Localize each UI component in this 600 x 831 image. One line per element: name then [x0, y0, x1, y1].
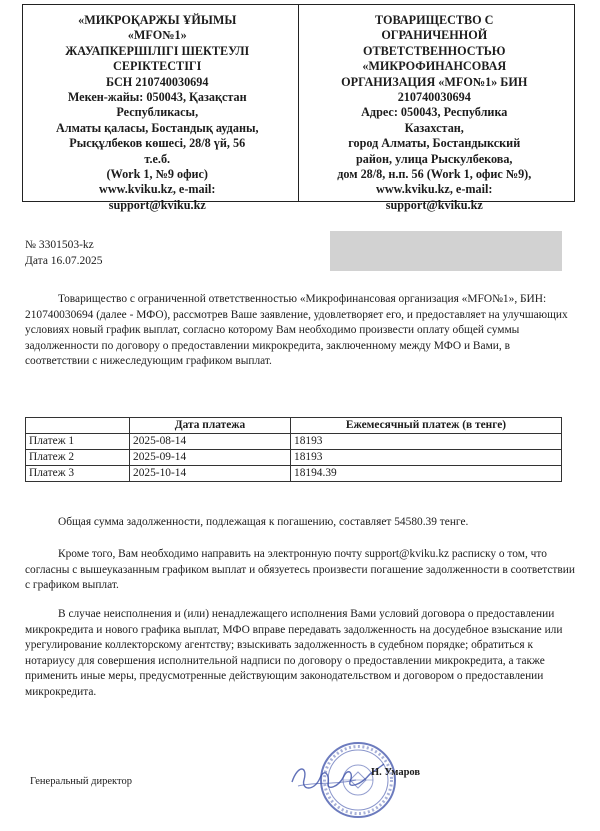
- total-paragraph: Общая сумма задолженности, подлежащая к погашению, составляет 54580.39 тенге.: [58, 516, 469, 528]
- letterhead-line: район, улица Рыскулбекова,: [356, 151, 513, 166]
- document-date: Дата 16.07.2025: [25, 255, 103, 267]
- payment-date: 2025-08-14: [130, 434, 291, 450]
- letterhead-line: (Work 1, №9 офис): [106, 167, 208, 182]
- payment-schedule-table: [25, 417, 562, 482]
- table-row: [26, 434, 562, 450]
- payment-amount: 18193: [291, 434, 562, 450]
- email-paragraph: Кроме того, Вам необходимо направить на электронную почту support@kviku.kz расписку о том, что согласны с вышеуказанным графиком выплат и обязуетесь произвести погашение задолженности в соответствии с графиком выплат.: [25, 548, 575, 592]
- intro-paragraph: Товарищество с ограниченной ответственностью «Микрофинансовая организация «MFO№1», БИН: 210740030694 (далее - МФО), рассмотрев Ваше заявление, удовлетворяет его, и предоставляет на улучшающих условиях новый график выплат, согласно которому Вам необходимо произвести оплату общей суммы задолженности по договору о предоставлении микрокредита, заключенному между МФО и Вами, в соответствии с нижеследующим графиком выплат.: [25, 293, 568, 368]
- letterhead-line: «МИКРОҚАРЖЫ ҰЙЫМЫ: [78, 13, 237, 27]
- letterhead-line: Республикасы,: [116, 105, 199, 120]
- letterhead-line: Адрес: 050043, Республика: [361, 105, 508, 120]
- redacted-recipient: [330, 231, 562, 271]
- letterhead-line: т.е.б.: [144, 151, 171, 166]
- letterhead-kazakh: [23, 5, 299, 212]
- payment-label: Платеж 3: [26, 466, 130, 482]
- letterhead-line: БСН 210740030694: [106, 74, 209, 89]
- letterhead-line: www.kviku.kz, e-mail:: [376, 182, 493, 197]
- letterhead-line: «MFO№1»: [127, 28, 187, 43]
- default-paragraph: В случае неисполнения и (или) ненадлежащего исполнения Вами условий договора о предоставлении микрокредита и нового графика выплат, МФО вправе передавать задолженность на досудебное взыскание или урегулирование коллекторскому агентству; взыскивать задолженность в судебном порядке; обратиться к нотариусу для совершения исполнительной надписи по договору о предоставлении микрокредита, а также применить иные меры, предусмотренные действующим законодательством и договором о предоставлении микрокредита.: [25, 608, 563, 698]
- table-header-cell: Ежемесячный платеж (в тенге): [291, 418, 562, 434]
- letterhead-line: «МИКРОФИНАНСОВАЯ: [362, 59, 507, 74]
- payment-amount: 18194.39: [291, 466, 562, 482]
- letterhead-line: support@kviku.kz: [385, 197, 483, 212]
- letterhead-line: СЕРІКТЕСТІГІ: [113, 59, 202, 74]
- letterhead-line: ОГРАНИЧЕННОЙ: [381, 28, 488, 43]
- letterhead-line: дом 28/8, н.п. 56 (Work 1, офис №9),: [337, 167, 532, 182]
- document-number: № 3301503-kz: [25, 239, 94, 251]
- letterhead-russian: [299, 5, 575, 212]
- table-header-cell: Дата платежа: [130, 418, 291, 434]
- signer-name: Н. Умаров: [371, 767, 421, 778]
- letterhead-line: Алматы қаласы, Бостандық ауданы,: [55, 120, 259, 135]
- document-meta: [25, 237, 103, 269]
- payment-label: Платеж 1: [26, 434, 130, 450]
- letterhead-line: www.kviku.kz, e-mail:: [99, 182, 216, 197]
- payment-amount: 18193: [291, 450, 562, 466]
- table-row: [26, 450, 562, 466]
- letterhead: [22, 4, 575, 212]
- letterhead-line: ОРГАНИЗАЦИЯ «MFO№1» БИН: [341, 74, 528, 89]
- letterhead-line: ЖАУАПКЕРШІЛІГІ ШЕКТЕУЛІ: [65, 43, 250, 58]
- letterhead-line: support@kviku.kz: [108, 197, 206, 212]
- letterhead-line: Рысқұлбеков көшесі, 28/8 үй, 56: [69, 136, 246, 151]
- payment-label: Платеж 2: [26, 450, 130, 466]
- letterhead-line: 210740030694: [397, 90, 471, 105]
- letterhead-line: Казахстан,: [404, 120, 464, 135]
- letterhead-line: Мекен-жайы: 050043, Қазақстан: [67, 90, 247, 105]
- letterhead-line: город Алматы, Бостандыкский: [348, 136, 521, 151]
- table-row: [26, 466, 562, 482]
- letterhead-line: ОТВЕТСТВЕННОСТЬЮ: [363, 43, 506, 58]
- payment-date: 2025-09-14: [130, 450, 291, 466]
- payment-date: 2025-10-14: [130, 466, 291, 482]
- director-title: Генеральный директор: [30, 776, 132, 787]
- letterhead-line: ТОВАРИЩЕСТВО С: [375, 13, 494, 27]
- table-header-cell: [26, 418, 130, 434]
- table-header-row: [26, 418, 562, 434]
